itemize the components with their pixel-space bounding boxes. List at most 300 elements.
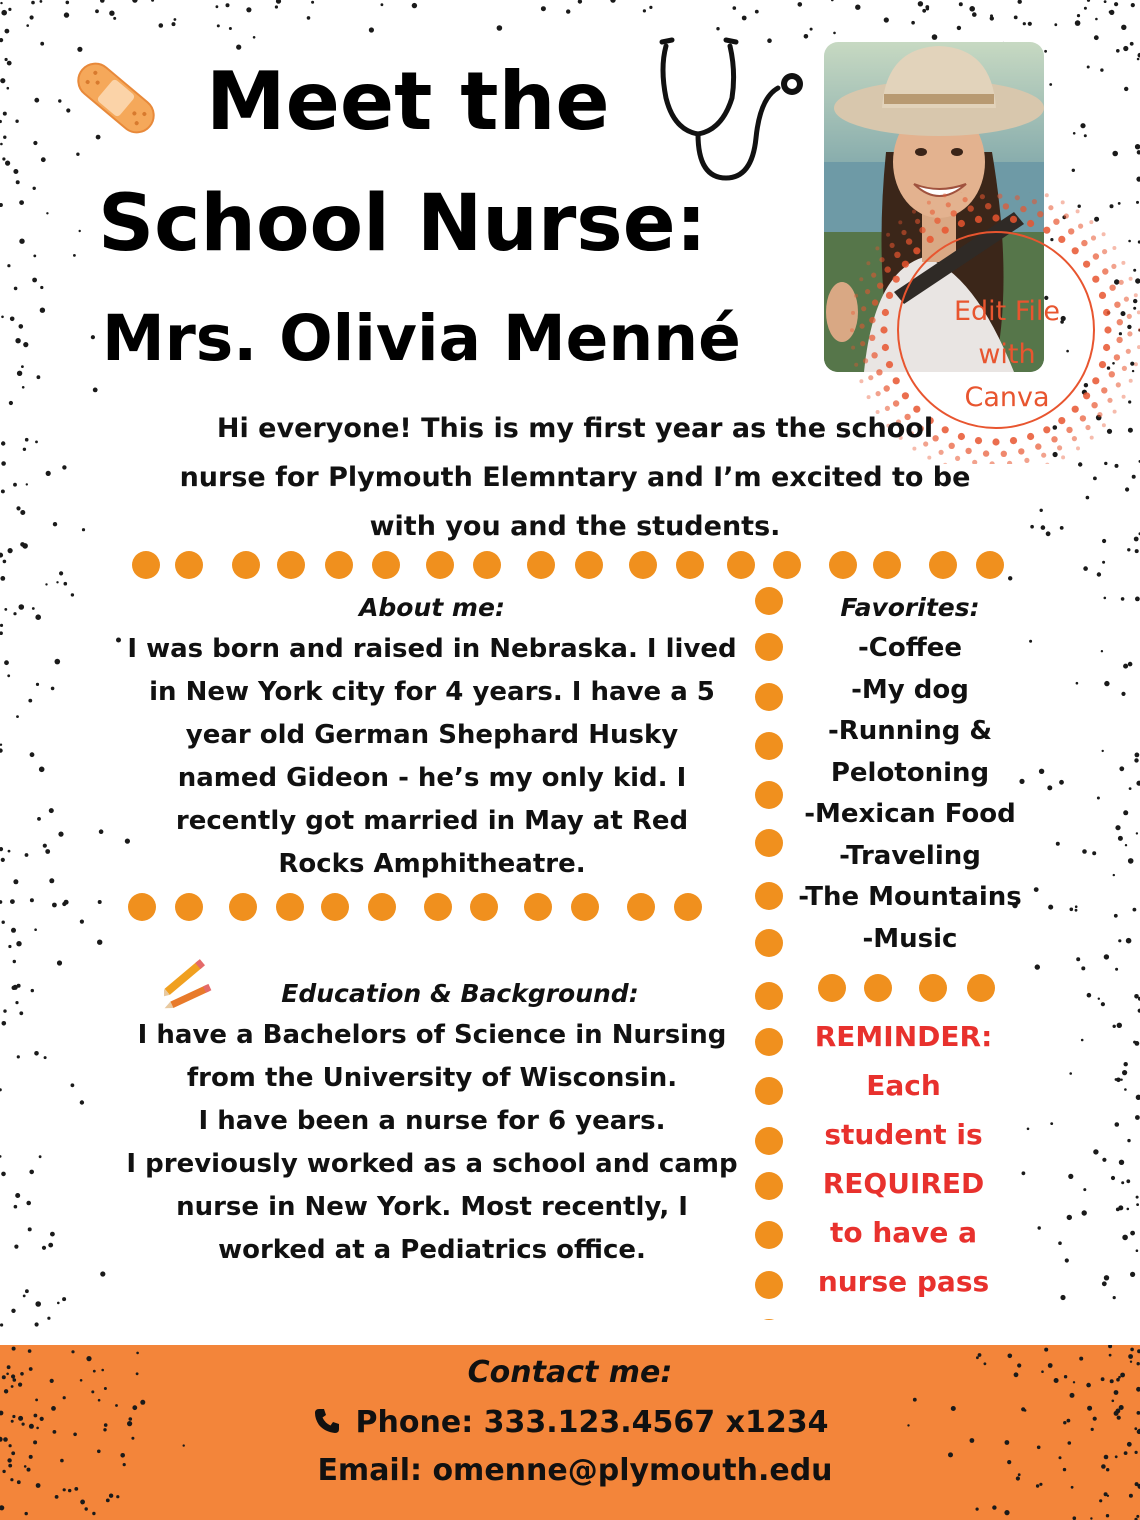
speckle-dot (307, 16, 311, 20)
speckle-dot (113, 17, 116, 20)
badge-dot (930, 210, 935, 215)
speckle-dot (95, 9, 99, 13)
speckle-dot (918, 1, 923, 6)
speckle-dot (1073, 132, 1076, 135)
speckle-dot (855, 5, 860, 10)
badge-dot (1064, 213, 1069, 218)
badge-dot (877, 283, 883, 289)
bandage-icon (66, 48, 166, 148)
speckle-dot (14, 287, 18, 291)
speckle-dot (1090, 1517, 1092, 1519)
divider-dot-top (873, 551, 901, 579)
education-body (112, 1014, 752, 1272)
speckle-dot (1099, 1499, 1102, 1502)
speckle-dot (1093, 477, 1097, 481)
badge-dot (1037, 211, 1043, 217)
speckle-dot (990, 16, 994, 20)
speckle-dot (91, 335, 95, 339)
speckle-dot (0, 1323, 3, 1326)
education-line: from the University of Wisconsin. (186, 1063, 678, 1093)
speckle-dot (226, 3, 230, 7)
badge-dot (1051, 436, 1057, 442)
divider-dot-vertical (755, 1127, 783, 1155)
speckle-dot (7, 264, 10, 267)
favorite-item: -Music (862, 923, 958, 954)
speckle-dot (1130, 1348, 1134, 1352)
favorite-item: -Traveling (839, 840, 981, 871)
badge-dot (868, 375, 873, 380)
speckle-dot (55, 1495, 59, 1499)
badge-dot (1032, 199, 1037, 204)
speckle-dot (412, 3, 417, 8)
canva-badge-text[interactable] (922, 290, 1092, 419)
divider-dot-middle (276, 893, 304, 921)
favorite-item: -Coffee (857, 633, 963, 663)
badge-dot (927, 201, 931, 205)
badge-line-2: with (978, 339, 1036, 370)
badge-dot (882, 344, 889, 351)
speckle-dot (8, 8, 11, 11)
nurse-name: Mrs. Olivia Menné (102, 302, 741, 375)
badge-dot (898, 220, 902, 224)
badge-dot (1092, 377, 1099, 384)
speckle-dot (1, 316, 4, 319)
about-line: in New York city for 4 years. I have a 5 (149, 677, 715, 707)
divider-dot-top (676, 551, 704, 579)
badge-dot (934, 218, 940, 224)
badge-dot (912, 210, 916, 214)
badge-dot (1090, 436, 1094, 440)
badge-dot (1116, 382, 1121, 387)
phone-row[interactable] (0, 1401, 1140, 1445)
speckle-dot (566, 9, 570, 13)
speckle-dot (1094, 35, 1099, 40)
about-line: I was born and raised in Nebraska. I lived (127, 634, 737, 664)
badge-dot (1104, 326, 1111, 333)
speckle-dot (0, 120, 2, 123)
speckle-dot (40, 286, 43, 289)
speckle-dot (742, 16, 747, 21)
speckle-dot (1137, 58, 1140, 61)
speckle-dot (236, 45, 241, 50)
speckle-dot (7, 61, 12, 66)
intro-line-3: with you and the students. (369, 511, 781, 542)
divider-dot-middle (627, 893, 655, 921)
speckle-dot (1124, 87, 1128, 91)
speckle-dot (1, 461, 6, 466)
about-heading: About me: (359, 593, 505, 622)
badge-dot (919, 227, 925, 233)
speckle-dot (369, 27, 374, 32)
speckle-dot (40, 308, 45, 313)
reminder-box (796, 1012, 1011, 1306)
speckle-dot (53, 522, 57, 526)
speckle-dot (106, 1499, 110, 1503)
divider-dot-top (527, 551, 555, 579)
divider-dot-top (629, 551, 657, 579)
speckle-dot (10, 317, 15, 322)
speckle-dot (16, 506, 20, 510)
speckle-dot (969, 6, 975, 12)
speckle-dot (1023, 22, 1026, 25)
speckle-dot (41, 157, 46, 162)
badge-dot (890, 243, 895, 248)
speckle-dot (73, 254, 76, 257)
speckle-dot (22, 386, 25, 389)
divider-dot-vertical (755, 1221, 783, 1249)
badge-dot (985, 203, 991, 209)
badge-dot (992, 214, 999, 221)
about-body (112, 628, 752, 886)
speckle-dot (0, 143, 3, 146)
speckle-dot (1106, 1514, 1109, 1517)
divider-dot-vertical (755, 633, 783, 661)
speckle-dot (62, 465, 66, 469)
speckle-dot (541, 6, 546, 11)
speckle-dot (229, 27, 232, 30)
title-line-2: School Nurse: (98, 179, 707, 269)
speckle-dot (30, 15, 34, 19)
divider-dot-favorites (919, 974, 947, 1002)
speckle-dot (922, 9, 926, 13)
speckle-dot (217, 24, 220, 27)
badge-dot (1097, 412, 1102, 417)
badge-dot (885, 266, 891, 272)
speckle-dot (1014, 16, 1018, 20)
speckle-dot (25, 1512, 28, 1515)
education-section (112, 974, 752, 1272)
badge-dot (876, 391, 881, 396)
badge-dot (901, 230, 906, 235)
speckle-dot (34, 98, 39, 103)
badge-dot (915, 219, 920, 224)
about-line: named Gideon - he’s my only kid. I (177, 763, 687, 793)
badge-dot (880, 326, 887, 333)
badge-dot (902, 392, 909, 399)
speckle-dot (932, 34, 938, 40)
badge-dot (1127, 314, 1132, 319)
speckle-dot (0, 78, 5, 83)
speckle-dot (911, 21, 915, 25)
badge-dot (871, 273, 876, 278)
badge-dot (1107, 398, 1112, 403)
badge-dot (1092, 276, 1099, 283)
speckle-dot (1060, 526, 1064, 530)
divider-dot-vertical (755, 587, 783, 615)
speckle-dot (1054, 23, 1057, 26)
intro-paragraph (110, 404, 1040, 551)
speckle-dot (76, 153, 79, 156)
divider-dot-favorites (864, 974, 892, 1002)
education-line: worked at a Pediatrics office. (218, 1235, 646, 1265)
favorites-list (790, 628, 1030, 960)
badge-dot (1113, 410, 1117, 414)
divider-dot-vertical (755, 882, 783, 910)
badge-dot (1124, 297, 1129, 302)
speckle-dot (0, 1505, 4, 1510)
badge-dot (1122, 366, 1127, 371)
badge-dot (1053, 219, 1059, 225)
contact-footer (0, 1345, 1140, 1520)
badge-dot (942, 227, 949, 234)
divider-dot-top (132, 551, 160, 579)
speckle-dot (1004, 1510, 1009, 1515)
divider-dot-vertical (755, 732, 783, 760)
divider-dot-vertical (755, 683, 783, 711)
badge-dot (871, 352, 877, 358)
badge-dot (1072, 247, 1079, 254)
badge-dot (1102, 232, 1106, 236)
badge-dot (1066, 427, 1072, 433)
badge-dot (943, 193, 947, 197)
badge-dot (997, 194, 1002, 199)
badge-dot (1020, 206, 1026, 212)
badge-dot (1091, 235, 1096, 240)
speckle-dot (1087, 66, 1090, 69)
badge-dot (1109, 371, 1115, 377)
divider-dot-top (829, 551, 857, 579)
badge-dot (893, 377, 900, 384)
divider-dot-middle (470, 893, 498, 921)
education-line: I previously worked as a school and camp (126, 1149, 738, 1179)
speckle-dot (35, 441, 38, 444)
divider-dot-top (976, 551, 1004, 579)
speckle-dot (246, 7, 251, 12)
speckle-dot (1114, 2, 1118, 6)
badge-dot (1083, 261, 1090, 268)
divider-dot-middle (175, 893, 203, 921)
badge-dot (1048, 205, 1053, 210)
badge-dot (884, 385, 890, 391)
phone-text: Phone: 333.123.4567 x1234 (355, 1405, 829, 1440)
divider-dot-top (773, 551, 801, 579)
divider-dot-top (575, 551, 603, 579)
speckle-dot (0, 203, 3, 207)
badge-dot (958, 220, 965, 227)
reminder-line: REQUIRED (822, 1167, 985, 1200)
badge-dot (1129, 277, 1133, 281)
speckle-dot (649, 6, 652, 9)
badge-dot (1045, 193, 1049, 197)
divider-dot-vertical (755, 1172, 783, 1200)
badge-dot (968, 205, 974, 211)
badge-dot (854, 363, 858, 367)
about-line: recently got married in May at Red (175, 806, 689, 836)
badge-dot (876, 369, 882, 375)
speckle-dot (1125, 487, 1129, 491)
badge-dot (886, 292, 893, 299)
speckle-dot (1112, 151, 1118, 157)
speckle-dot (497, 25, 503, 31)
badge-dot (1078, 224, 1083, 229)
about-section (112, 588, 752, 886)
badge-dot (1045, 463, 1049, 464)
speckle-dot (79, 230, 81, 232)
badge-dot (886, 233, 890, 237)
speckle-dot (831, 0, 834, 1)
speckle-dot (1086, 496, 1090, 500)
speckle-dot (1123, 46, 1128, 51)
speckle-dot (972, 12, 977, 17)
badge-dot (1076, 209, 1080, 213)
badge-dot (863, 358, 868, 363)
badge-line-1: Edit File (953, 296, 1061, 327)
divider-dot-favorites (967, 974, 995, 1002)
favorite-item: -The Mountains (798, 882, 1022, 912)
speckle-dot (1136, 1515, 1139, 1518)
divider-dot-vertical (755, 1028, 783, 1056)
speckle-dot (311, 1, 314, 4)
badge-dot (869, 317, 875, 323)
speckle-dot (1, 441, 5, 445)
speckle-dot (1049, 83, 1052, 86)
education-line: I have a Bachelors of Science in Nursing (137, 1020, 727, 1050)
speckle-dot (109, 1494, 113, 1498)
speckle-dot (85, 1507, 88, 1510)
about-line: Rocks Amphitheatre. (278, 849, 586, 879)
badge-dot (906, 238, 912, 244)
speckle-dot (643, 9, 646, 12)
speckle-dot (253, 36, 256, 39)
speckle-dot (959, 2, 963, 6)
badge-dot (859, 277, 863, 281)
speckle-dot (884, 17, 889, 22)
speckle-dot (381, 3, 384, 6)
speckle-dot (37, 375, 41, 379)
speckle-dot (3, 112, 7, 116)
speckle-dot (833, 32, 836, 35)
divider-dot-top (232, 551, 260, 579)
badge-dot (1121, 261, 1125, 265)
speckle-dot (20, 510, 25, 515)
speckle-dot (216, 5, 219, 8)
speckle-dot (1, 10, 7, 16)
favorite-item: -Mexican Food (804, 799, 1016, 829)
speckle-dot (925, 5, 929, 9)
reminder-line: REMINDER: (814, 1020, 993, 1053)
speckle-dot (40, 0, 43, 3)
badge-dot (1102, 249, 1107, 254)
badge-dot (1057, 445, 1062, 450)
divider-dot-vertical (755, 1077, 783, 1105)
email-text[interactable]: Email: omenne@plymouth.edu (317, 1453, 833, 1488)
speckle-dot (1075, 20, 1081, 26)
speckle-dot (46, 471, 51, 476)
speckle-dot (275, 5, 278, 8)
speckle-dot (1129, 1494, 1133, 1498)
badge-dot (980, 194, 985, 199)
speckle-dot (21, 365, 24, 368)
speckle-dot (1095, 18, 1098, 21)
speckle-dot (92, 1512, 95, 1515)
badge-dot (1109, 285, 1115, 291)
badge-dot (1114, 302, 1120, 308)
speckle-dot (1100, 68, 1103, 71)
intro-line-2: nurse for Plymouth Elemntary and I’m excited to be (179, 462, 971, 493)
speckle-dot (109, 11, 114, 16)
badge-dot (1119, 280, 1124, 285)
speckle-dot (1070, 1393, 1075, 1398)
speckle-dot (82, 528, 85, 531)
divider-dot-middle (321, 893, 349, 921)
speckle-dot (26, 24, 29, 27)
speckle-dot (35, 1322, 39, 1326)
badge-dot (893, 276, 900, 283)
speckle-dot (5, 58, 8, 61)
divider-dot-vertical (755, 1319, 783, 1320)
speckle-dot (16, 180, 20, 184)
badge-dot (865, 289, 870, 294)
speckle-dot (1046, 531, 1051, 536)
badge-dot (869, 335, 875, 341)
speckle-dot (19, 239, 24, 244)
speckle-dot (1132, 475, 1136, 479)
speckle-dot (1084, 7, 1087, 10)
badge-dot (902, 261, 909, 268)
speckle-dot (798, 2, 803, 7)
speckle-dot (15, 338, 20, 343)
reminder-line: Each (866, 1069, 941, 1102)
phone-icon (312, 1406, 342, 1436)
divider-dot-top (929, 551, 957, 579)
favorite-item: -Running & (827, 716, 993, 746)
badge-dot (1102, 268, 1108, 274)
speckle-dot (33, 255, 36, 258)
badge-dot (894, 252, 900, 258)
speckle-dot (3, 136, 6, 139)
education-heading: Education & Background: (281, 979, 639, 1008)
badge-dot (860, 324, 865, 329)
divider-dot-middle (229, 893, 257, 921)
badge-dot (1116, 337, 1122, 343)
badge-dot (1058, 236, 1065, 243)
speckle-dot (15, 120, 18, 123)
speckle-dot (172, 22, 176, 26)
divider-dot-top (372, 551, 400, 579)
speckle-dot (33, 141, 37, 145)
divider-dot-top (277, 551, 305, 579)
speckle-dot (40, 42, 44, 46)
divider-dot-favorites (818, 974, 846, 1002)
badge-dot (886, 361, 893, 368)
badge-dot (1085, 425, 1090, 430)
speckle-dot (1041, 525, 1046, 530)
badge-dot (851, 346, 855, 350)
badge-dot (1072, 436, 1077, 441)
divider-dot-middle (524, 893, 552, 921)
badge-dot (1041, 453, 1046, 458)
badge-dot (1076, 446, 1080, 450)
speckle-dot (1044, 50, 1047, 53)
speckle-dot (1073, 1516, 1077, 1520)
badge-dot (1114, 354, 1120, 360)
speckle-dot (132, 0, 137, 3)
favorite-item: Pelotoning (830, 757, 990, 788)
badge-dot (861, 306, 866, 311)
speckle-dot (93, 388, 98, 393)
speckle-dot (1136, 177, 1140, 182)
speckle-dot (13, 483, 17, 487)
speckle-dot (1109, 10, 1114, 15)
badge-dot (1068, 228, 1074, 234)
speckle-dot (1108, 1345, 1112, 1348)
badge-dot (1061, 200, 1065, 204)
speckle-dot (1131, 3, 1135, 7)
divider-dot-top (175, 551, 203, 579)
divider-dot-vertical (755, 929, 783, 957)
speckle-dot (1028, 22, 1032, 26)
badge-dot (854, 294, 858, 298)
